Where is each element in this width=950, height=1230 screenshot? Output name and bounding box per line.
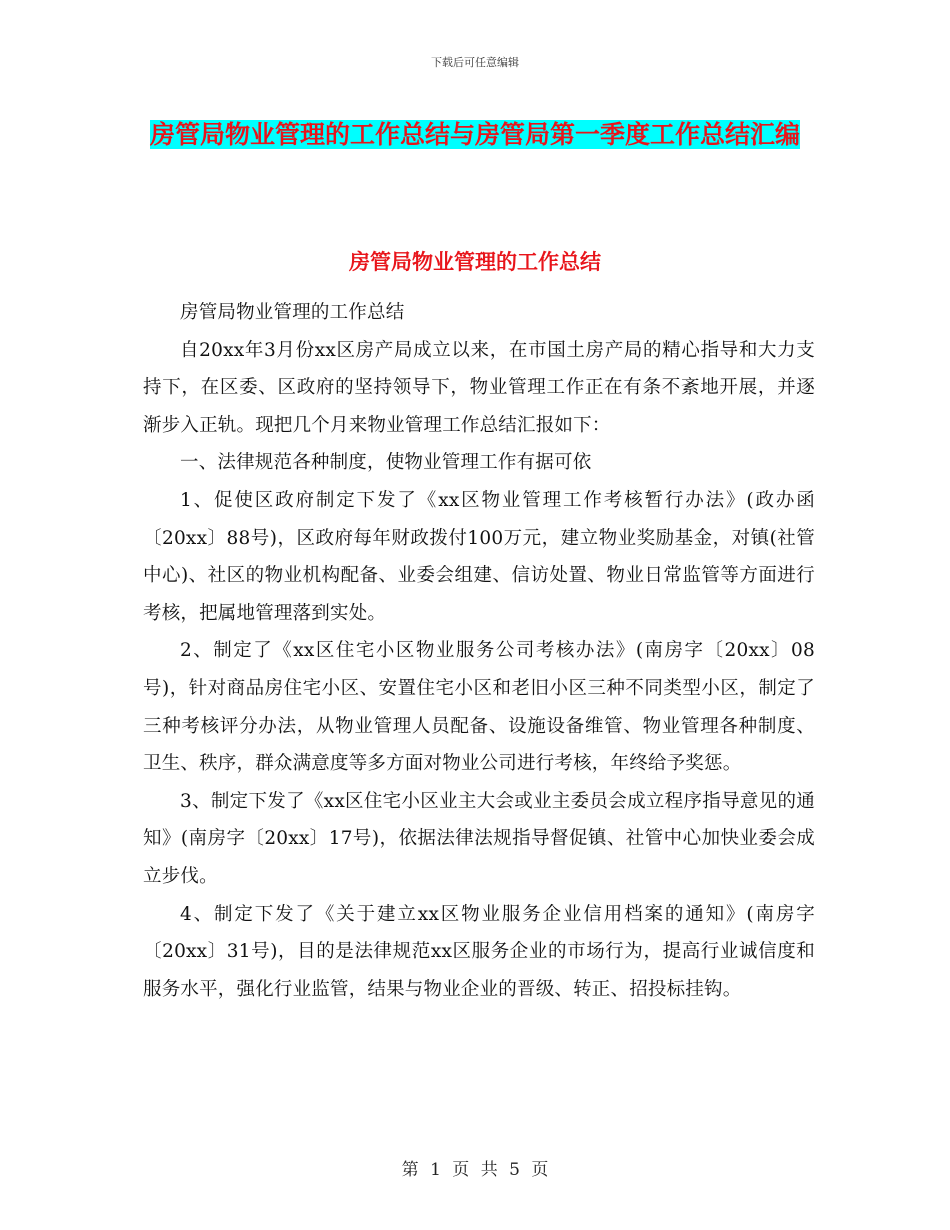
paragraph: 3、制定下发了《xx区住宅小区业主大会或业主委员会成立程序指导意见的通知》(南房字〔20xx〕17号)，依据法律法规指导督促镇、社管中心加快业委会成立步伐。 xyxy=(143,790,815,887)
document-title-text: 房管局物业管理的工作总结与房管局第一季度工作总结汇编 xyxy=(149,120,800,149)
header-note: 下载后可任意编辑 xyxy=(431,56,519,69)
paragraph: 2、制定了《xx区住宅小区物业服务公司考核办法》(南房字〔20xx〕08号)，针对商品房住宅小区、安置住宅小区和老旧小区三种不同类型小区，制定了三种考核评分办法，从物业管理人员配备、设施设备维管、物业管理各种制度、卫生、秩序，群众满意度等多方面对物业公司进行考核，年终给予奖惩。 xyxy=(143,640,815,775)
page-number-footer: 第 1 页 共 5 页 xyxy=(401,1160,549,1180)
paragraph: 1、促使区政府制定下发了《xx区物业管理工作考核暂行办法》(政办函〔20xx〕88号)，区政府每年财政拨付100万元，建立物业奖励基金，对镇(社管中心)、社区的物业机构配备、业委会组建、信访处置、物业日常监管等方面进行考核，把属地管理落到实处。 xyxy=(143,489,815,624)
paragraph-heading: 一、法律规范各种制度，使物业管理工作有据可依 xyxy=(180,452,592,474)
document-body xyxy=(143,294,815,1008)
section-title: 房管局物业管理的工作总结 xyxy=(349,250,601,274)
paragraph: 自20xx年3月份xx区房产局成立以来，在市国土房产局的精心指导和大力支持下，在区委、区政府的坚持领导下，物业管理工作正在有条不紊地开展，并逐渐步入正轨。现把几个月来物业管理工作总结汇报如下： xyxy=(143,339,815,436)
paragraph: 4、制定下发了《关于建立xx区物业服务企业信用档案的通知》(南房字〔20xx〕31号)，目的是法律规范xx区服务企业的市场行为，提高行业诚信度和服务水平，强化行业监管，结果与物业企业的晋级、转正、招投标挂钩。 xyxy=(143,903,815,1000)
document-title xyxy=(130,108,820,161)
paragraph: 房管局物业管理的工作总结 xyxy=(180,302,405,323)
